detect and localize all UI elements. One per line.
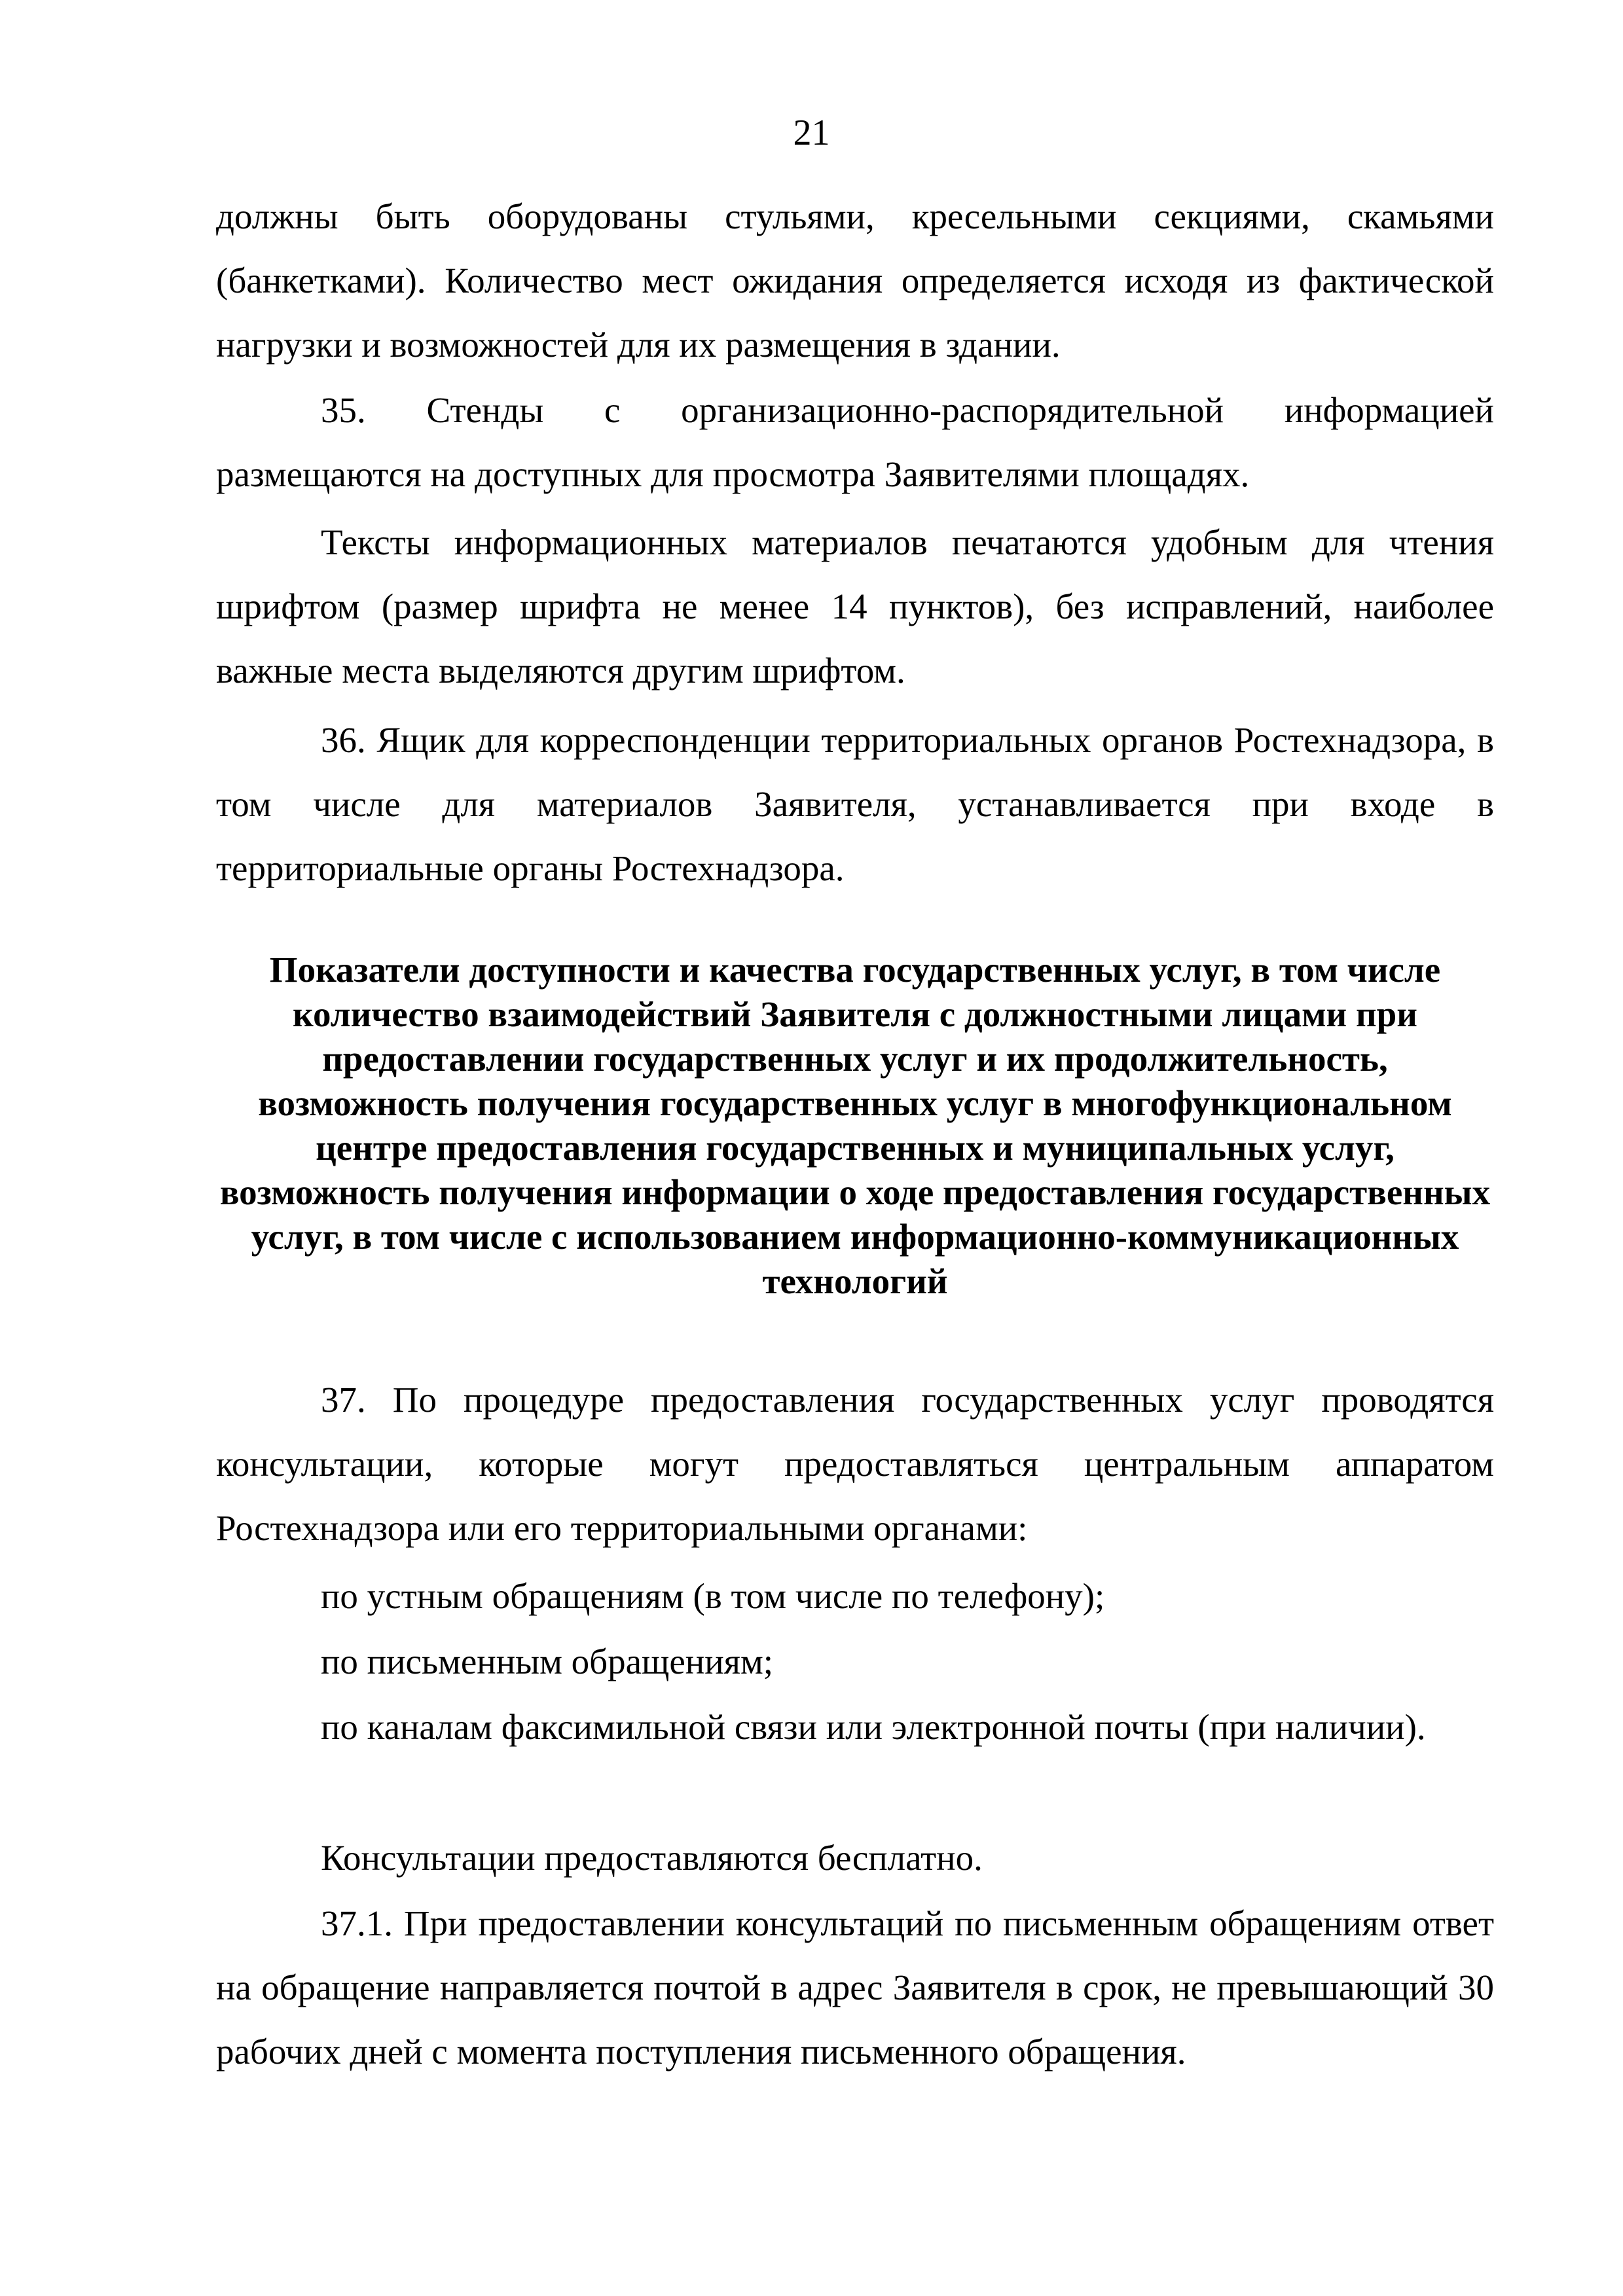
- paragraph-36-mailbox: 36. Ящик для корреспонденции территориальных органов Ростехнадзора, в том числе для материалов Заявителя, устанавливается при входе в территориальные органы Ростехнадзора.: [216, 720, 1494, 888]
- page-number: 21: [793, 113, 830, 153]
- paragraph-waiting-seats: должны быть оборудованы стульями, кресельными секциями, скамьями (банкетками). Количество мест ожидания определяется исходя из фактической нагрузки и возможностей для их размещения в здании.: [216, 196, 1494, 365]
- paragraph-37-1-written-response: 37.1. При предоставлении консультаций по письменным обращениям ответ на обращение направляется почтой в адрес Заявителя в срок, не превышающий 30 рабочих дней с момента поступления письменного обращения.: [216, 1903, 1494, 2072]
- list-item-written: по письменным обращениям;: [321, 1641, 774, 1681]
- paragraph-37-consultations: 37. По процедуре предоставления государственных услуг проводятся консультации, которые могут предоставляться центральным аппаратом Ростехнадзора или его территориальными органами:: [216, 1380, 1494, 1548]
- section-heading: Показатели доступности и качества государственных услуг, в том числе количество взаимодействий Заявителя с должностными лицами при предоставлении государственных услуг и их продолжительность, возможность получения государственных услуг в многофункциональном центре предоставления государственных и муниципальных услуг, возможность получения информации о ходе предоставления государственных услуг, в том числе с использованием информационно-коммуникационных технологий: [219, 950, 1491, 1301]
- list-item-fax-email: по каналам факсимильной связи или электронной почты (при наличии).: [321, 1707, 1426, 1747]
- list-item-oral: по устным обращениям (в том числе по телефону);: [321, 1576, 1105, 1616]
- paragraph-font-requirements: Тексты информационных материалов печатаются удобным для чтения шрифтом (размер шрифта не менее 14 пунктов), без исправлений, наиболее важные места выделяются другим шрифтом.: [216, 522, 1494, 691]
- paragraph-free-consultations: Консультации предоставляются бесплатно.: [321, 1838, 983, 1878]
- paragraph-35-stands: 35. Стенды с организационно-распорядительной информацией размещаются на доступных для просмотра Заявителями площадях.: [216, 390, 1494, 494]
